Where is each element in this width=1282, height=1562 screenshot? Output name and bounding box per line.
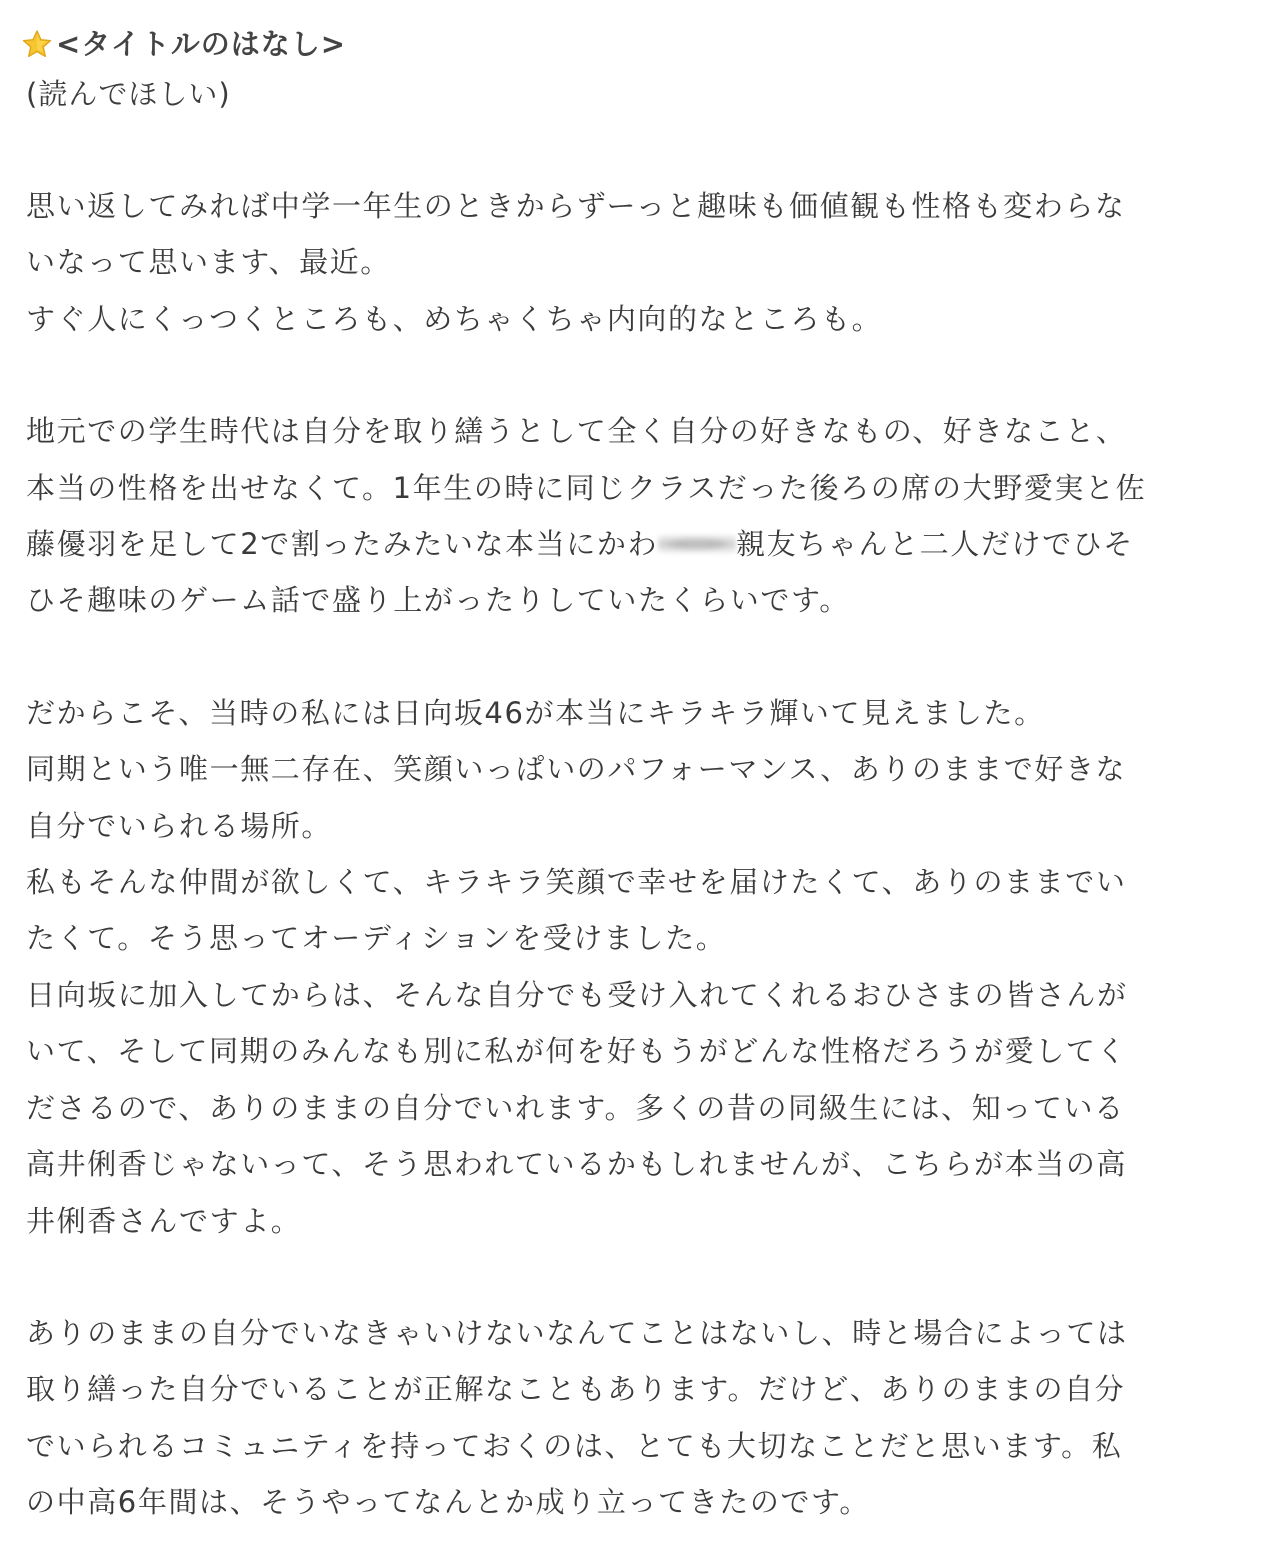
post-title: <タイトルのはなし> — [56, 27, 347, 61]
star-icon — [22, 29, 52, 59]
text-line: 本当の性格を出せなくて。1年生の時に同じクラスだった後ろの席の大野愛実と佐 — [26, 470, 1147, 505]
text-line-with-redaction — [26, 516, 1258, 572]
paragraph-2 — [26, 403, 1258, 629]
text-line: 高井俐香じゃないって、そう思われているかもしれませんが、こちらが本当の高 — [26, 1147, 1128, 1182]
text-line: 日向坂に加入してからは、そんな自分でも受け入れてくれるおひさまの皆さんが — [26, 977, 1128, 1012]
text-line: ひそ趣味のゲーム話で盛り上がったりしていたくらいです。 — [26, 583, 850, 618]
text-line: 取り繕った自分でいることが正解なこともあります。だけど、ありのままの自分 — [26, 1372, 1126, 1407]
spacer — [26, 122, 1258, 178]
text-line: でいられるコミュニティを持っておくのは、とても大切なことだと思います。私 — [26, 1428, 1123, 1463]
text-line: 地元での学生時代は自分を取り繕うとして全く自分の好きなもの、好きなこと、 — [26, 414, 1127, 449]
paragraph-1 — [26, 178, 1258, 347]
text-line: 同期という唯一無二存在、笑顔いっぱいのパフォーマンス、ありのままで好きな — [26, 752, 1127, 787]
text-segment: 親友ちゃんと二人だけでひそ — [736, 527, 1134, 562]
post-heading — [22, 22, 1258, 66]
spacer — [26, 347, 1258, 403]
blurred-redaction — [658, 531, 736, 557]
spacer — [26, 629, 1258, 685]
paragraph-4 — [26, 1305, 1258, 1531]
spacer — [26, 1249, 1258, 1305]
text-line: すぐ人にくっつくところも、めちゃくちゃ内向的なところも。 — [26, 301, 883, 336]
text-line: ありのままの自分でいなきゃいけないなんてことはないし、時と場合によっては — [26, 1315, 1128, 1350]
text-line: ださるので、ありのままの自分でいれます。多くの昔の同級生には、知っている — [26, 1090, 1125, 1125]
text-line: たくて。そう思ってオーディションを受けました。 — [26, 921, 727, 956]
text-line: 私もそんな仲間が欲しくて、キラキラ笑顔で幸せを届けたくて、ありのままでい — [26, 865, 1127, 900]
text-line: だからこそ、当時の私には日向坂46が本当にキラキラ輝いて見えました。 — [26, 695, 1045, 730]
text-segment: 藤優羽を足して2で割ったみたいな本当にかわ — [26, 527, 659, 562]
text-line: の中高6年間は、そうやってなんとか成り立ってきたのです。 — [26, 1485, 870, 1520]
paragraph-3 — [26, 685, 1258, 1249]
text-line: 思い返してみれば中学一年生のときからずーっと趣味も価値観も性格も変わらな — [26, 189, 1126, 223]
text-line: いなって思います、最近。 — [26, 245, 391, 280]
text-line: 自分でいられる場所。 — [26, 808, 333, 843]
text-line: 井俐香さんですよ。 — [26, 1203, 302, 1238]
text-line: いて、そして同期のみんなも別に私が何を好もうがどんな性格だろうが愛してく — [26, 1034, 1128, 1069]
blog-post — [26, 22, 1258, 1531]
post-subtitle: (読んでほしい) — [26, 77, 231, 111]
